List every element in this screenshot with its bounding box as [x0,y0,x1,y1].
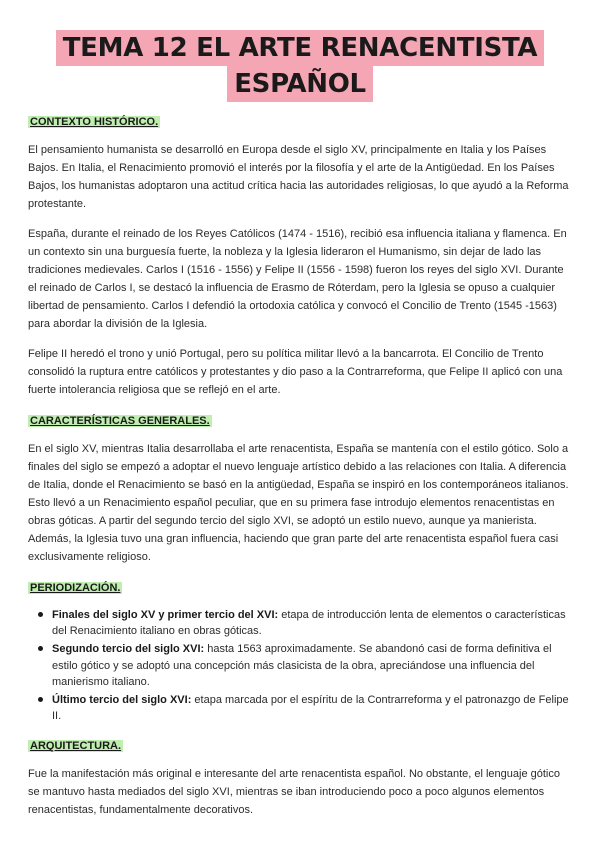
heading-text: PERIODIZACIÓN. [30,582,121,594]
list-item-term: Segundo tercio del siglo XVI: [52,643,205,656]
paragraph: El pensamiento humanista se desarrolló en Europa desde el siglo XV, principalmente en Italia y los Países Bajos. En Italia, el Renacimiento promovió el interés por la filosofía y el arte de la Antigüedad. En los Países Bajos, los humanistas adoptaron una actitud crítica hacia las autoridades religiosas, lo que ayudó a la Reforma protestante. [28,144,569,210]
list-item-term: Finales del siglo XV y primer tercio del XVI: [52,609,279,621]
list-item [52,692,572,724]
title-block [0,0,600,102]
paragraph: Fue la manifestación más original e interesante del arte renacentista español. No obstante, el lenguaje gótico se mantuvo hasta mediados del siglo XVI, mientras se iban introduciendo poco a poco algunos elementos renacentistas, fundamentalmente decorativos. [28,768,560,817]
list-item-text: etapa de introducción lenta de elementos o características del Renacimiento italiano en obras góticas. [52,609,566,638]
section-heading-caracteristicas [28,411,572,430]
bullet-icon [38,612,43,617]
list-item [52,641,572,690]
section-heading-arquitectura [28,736,572,755]
heading-text: CARACTERÍSTICAS GENERALES. [30,415,210,427]
page-title-line-1: TEMA 12 EL ARTE RENACENTISTA [56,30,545,66]
page-title-line-2: ESPAÑOL [227,66,373,102]
periodizacion-list [28,607,572,724]
document-body [28,112,572,831]
list-item-text: etapa marcada por el espíritu de la Contrarreforma y el patronazgo de Felipe II. [52,694,569,723]
list-item-term: Último tercio del siglo XVI: [52,694,192,707]
heading-text: CONTEXTO HISTÓRICO. [30,116,159,128]
paragraph: España, durante el reinado de los Reyes Católicos (1474 - 1516), recibió esa influencia italiana y flamenca. En un contexto sin una burguesía fuerte, la nobleza y la Iglesia lideraron el Humanismo, sin dejar de lado las tradiciones medievales. Carlos I (1516 - 1556) y Felipe II (1556 - 1598) fueron los reyes del siglo XVI. Durante el reinado de Carlos I, se destacó la influencia de Erasmo de Róterdam, pero la Iglesia se opuso a cualquier libertad de pensamiento. Carlos I defendió la ortodoxia católica y convocó el Concilio de Trento (1545 -1563) para abordar la división de la Iglesia. [28,228,567,330]
section-heading-periodizacion [28,578,572,597]
heading-text: ARQUITECTURA. [30,740,122,753]
section-heading-contexto [28,112,572,131]
bullet-icon [38,697,43,702]
paragraph: En el siglo XV, mientras Italia desarrollaba el arte renacentista, España se mantenía con el estilo gótico. Solo a finales del siglo se empezó a adoptar el nuevo lenguaje artístico debido a las relaciones con Italia. A diferencia de Italia, donde el Renacimiento se basó en la antigüedad, España se inspiró en los contemporáneos italianos. Esto llevó a un Renacimiento español peculiar, que en su primera fase introdujo elementos renacentistas en obras góticas. A partir del segundo tercio del siglo XVI, se adoptó un estilo nuevo, aunque ya manierista. Además, la Iglesia tuvo una gran influencia, haciendo que gran parte del arte renacentista español fuera casi exclusivamente religioso. [28,443,569,563]
list-item-text: hasta 1563 aproximadamente. Se abandonó casi de forma definitiva el estilo gótico y se adoptó una concepción más clasicista de la obra, apreciándose una influencia del manierismo italiano. [52,643,552,688]
paragraph: Felipe II heredó el trono y unió Portugal, pero su política militar llevó a la bancarrota. El Concilio de Trento consolidó la ruptura entre católicos y protestantes y dio paso a la Contrarreforma, que Felipe II aplicó con una fuerte intolerancia religiosa que se reflejó en el arte. [28,348,563,396]
list-item [52,607,572,639]
bullet-icon [38,646,43,651]
